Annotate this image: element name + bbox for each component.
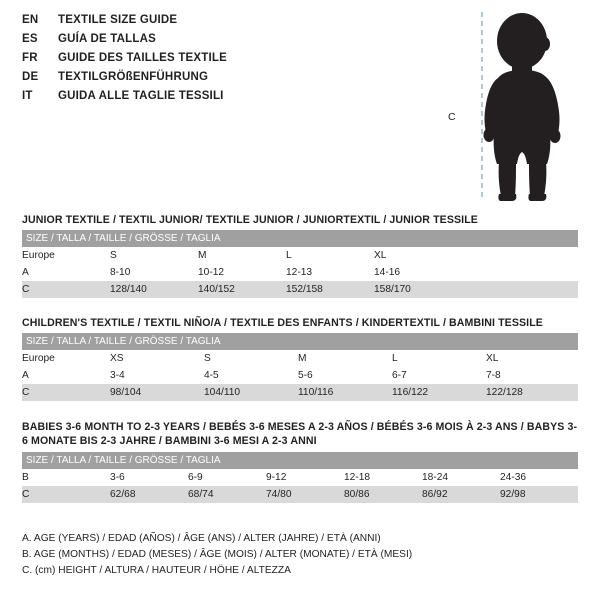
header-block [22,14,442,109]
column-size: XS [110,353,124,364]
row-label: C [22,384,110,401]
babies-size-table [22,452,578,503]
header-row-it [22,90,442,109]
row-value: 6-9 [188,472,203,483]
height-measure-label: C [448,111,456,123]
row-value: 158/170 [374,281,462,298]
row-value: 110/116 [298,384,392,401]
row-value: 86/92 [422,486,500,503]
row-value: 4-5 [204,370,219,381]
table-header-row [22,452,578,469]
column-size: M [298,353,307,364]
row-value: 74/80 [266,486,344,503]
row-value: 68/74 [188,486,266,503]
column-spacer [462,247,578,264]
legend-line-a: A. AGE (YEARS) / EDAD (AÑOS) / ÂGE (ANS) / ALTER (JAHRE) / ETÀ (ANNI) [22,533,381,544]
row-value: 98/104 [110,384,204,401]
language-code: FR [22,52,38,64]
header-title: GUÍA DE TALLAS [58,33,156,45]
row-value: 5-6 [298,370,313,381]
header-row-en [22,14,442,33]
row-value: 12-18 [344,472,371,483]
section-title: JUNIOR TEXTILE / TEXTIL JUNIOR/ TEXTILE JUNIOR / JUNIORTEXTIL / JUNIOR TESSILE [22,214,478,226]
row-label: A [22,267,29,278]
table-row [22,384,578,401]
table-header-label: SIZE / TALLA / TAILLE / GRÖSSE / TAGLIA [22,230,578,247]
table-row-columns [22,247,578,264]
row-value: 104/110 [204,384,298,401]
row-value: 122/128 [486,384,578,401]
child-silhouette-figure [446,8,592,204]
table-header-row [22,230,578,247]
table-row-columns [22,350,578,367]
table-header-row [22,333,578,350]
row-value: 8-10 [110,267,131,278]
header-title: GUIDE DES TAILLES TEXTILE [58,52,227,64]
row-value: 140/152 [198,281,286,298]
row-value: 10-12 [198,267,225,278]
row-label: C [22,486,110,503]
section-junior [22,214,578,298]
table-header-label: SIZE / TALLA / TAILLE / GRÖSSE / TAGLIA [22,333,578,350]
header-row-de [22,71,442,90]
row-value: 3-6 [110,472,125,483]
row-value: 62/68 [110,486,188,503]
row-value: 92/98 [500,486,578,503]
row-value: 80/86 [344,486,422,503]
column-size: M [198,250,207,261]
table-row [22,367,578,384]
table-header-label: SIZE / TALLA / TAILLE / GRÖSSE / TAGLIA [22,452,578,469]
row-spacer [462,281,578,298]
row-value: 9-12 [266,472,287,483]
row-label: C [22,281,110,298]
row-value: 14-16 [374,267,401,278]
header-title: TEXTILGRÖßENFÜHRUNG [58,71,209,83]
section-title: CHILDREN'S TEXTILE / TEXTIL NIÑO/A / TEXTILE DES ENFANTS / KINDERTEXTIL / BAMBINI TESSILE [22,317,543,329]
language-code: IT [22,90,33,102]
table-row [22,469,578,486]
column-size: L [392,353,398,364]
header-row-es [22,33,442,52]
row-value: 18-24 [422,472,449,483]
column-label-europe: Europe [22,250,55,261]
header-title: GUIDA ALLE TAGLIE TESSILI [58,90,224,102]
row-value: 6-7 [392,370,407,381]
section-title: BABIES 3-6 MONTH TO 2-3 YEARS / BEBÉS 3-6 MESES A 2-3 AÑOS / BÉBÉS 3-6 MOIS À 2-3 ANS / BABYS 3-6 MONATE BIS 2-3 JAHRE / BAMBINI 3-6 MESI A 2-3 ANNI [22,421,578,447]
table-row [22,264,578,281]
header-title: TEXTILE SIZE GUIDE [58,14,178,26]
table-row [22,486,578,503]
language-code: ES [22,33,38,45]
row-value: 3-4 [110,370,125,381]
junior-size-table [22,230,578,298]
row-value: 24-36 [500,472,527,483]
row-label: B [22,472,29,483]
row-value: 116/122 [392,384,486,401]
language-code: EN [22,14,39,26]
column-size: L [286,250,292,261]
row-value: 7-8 [486,370,501,381]
row-value: 152/158 [286,281,374,298]
child-body-shape [484,13,561,201]
row-value: 12-13 [286,267,313,278]
column-size: S [110,250,117,261]
legend-line-c: C. (cm) HEIGHT / ALTURA / HAUTEUR / HÖHE / ALTEZZA [22,565,291,576]
children-size-table [22,333,578,401]
section-children [22,317,578,401]
column-size: S [204,353,211,364]
legend-block [22,531,582,579]
row-label: A [22,370,29,381]
row-spacer [462,264,578,281]
column-label-europe: Europe [22,353,55,364]
legend-line-b: B. AGE (MONTHS) / EDAD (MESES) / ÂGE (MOIS) / ALTER (MONATE) / ETÀ (MESI) [22,549,413,560]
column-size: XL [486,353,499,364]
table-row [22,281,578,298]
row-value: 128/140 [110,281,198,298]
header-row-fr [22,52,442,71]
section-babies [22,420,578,503]
language-code: DE [22,71,39,83]
child-figure-svg [446,8,592,204]
column-size: XL [374,250,387,261]
